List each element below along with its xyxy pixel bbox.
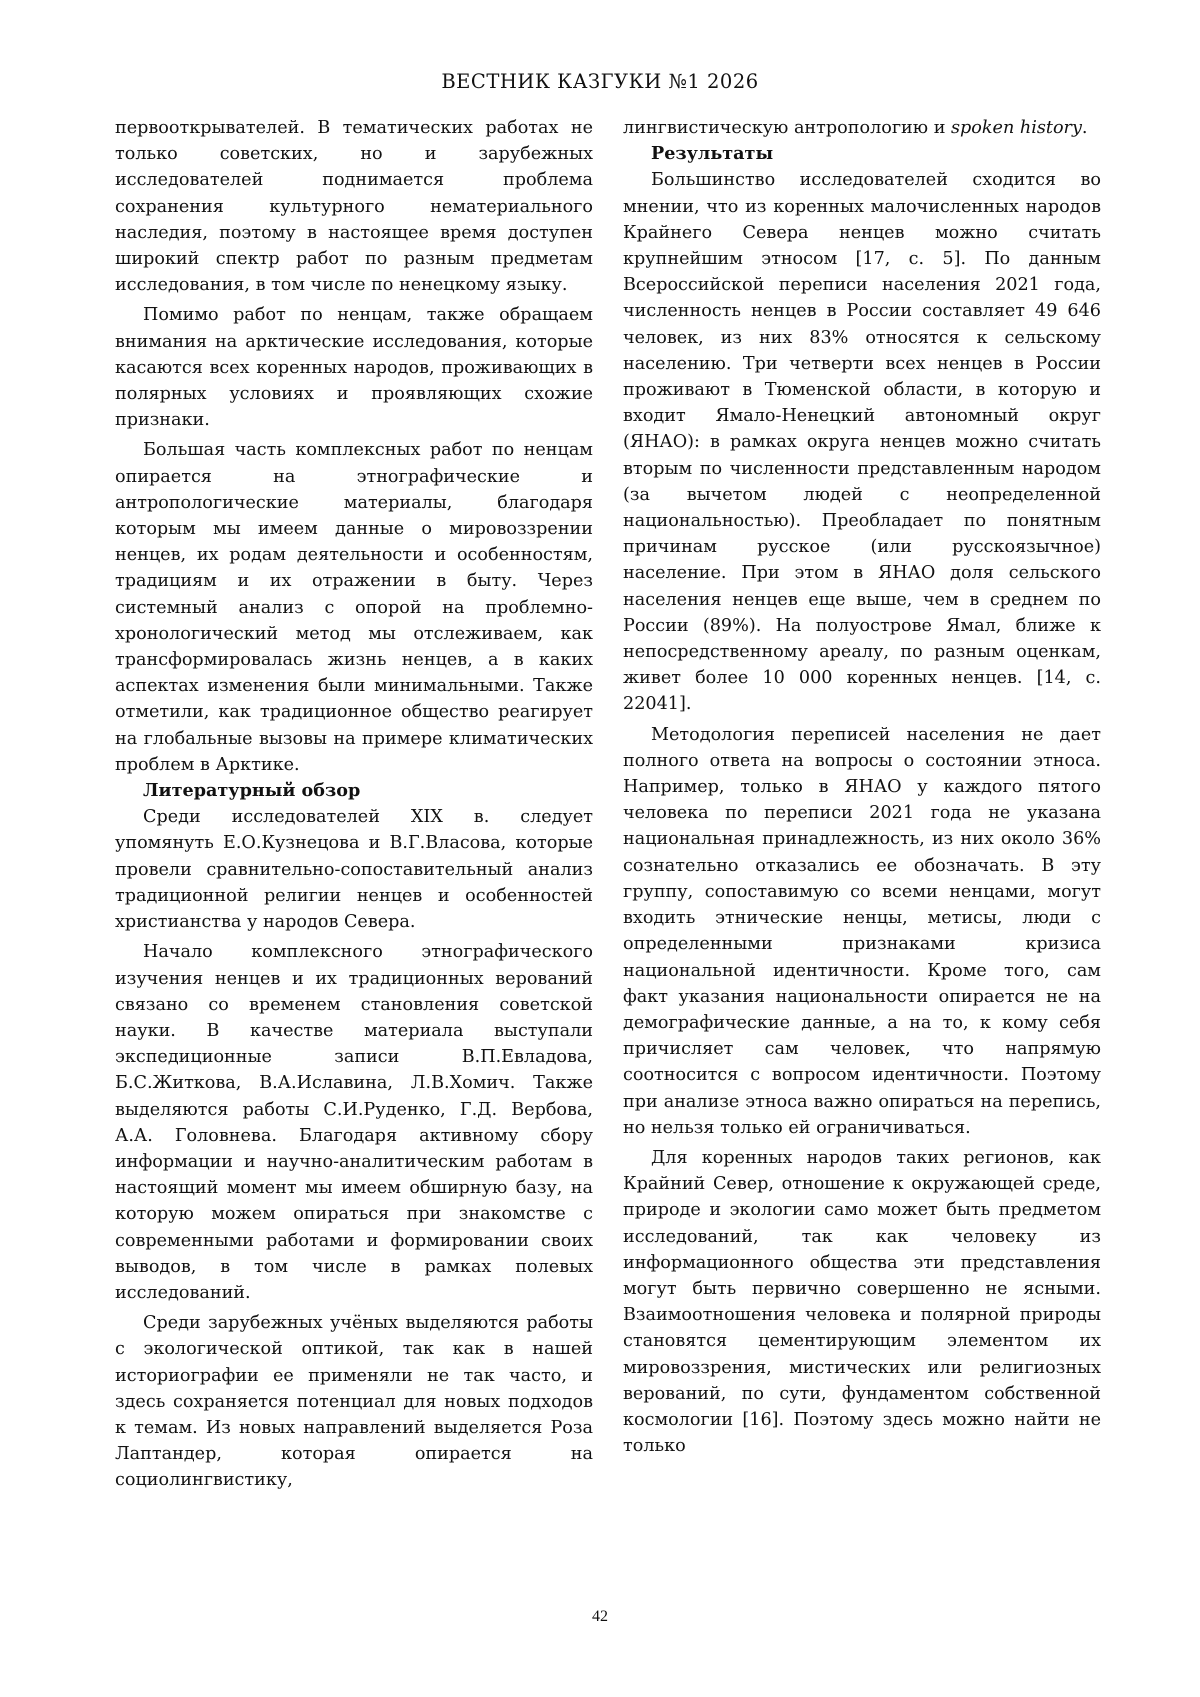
paragraph: первооткрывателей. В тематических работах не только советских, но и зарубежных исследователей поднимается проблема сохранения культурного нематериального наследия, поэтому в настоящее время доступен широкий спектр работ по разным предметам исследования, в том числе по ненецкому языку.	[115, 118, 593, 296]
paragraph: Методология переписей населения не дает полного ответа на вопросы о состоянии этноса. Например, только в ЯНАО у каждого пятого человека по переписи 2021 года не указана национальная принадлежность, из них около 36% сознательно отказались ее обозначать. В эту группу, сопоставимую со всеми ненцами, могут входить этнические ненцы, метисы, люди с определенными признаками кризиса национальной идентичности. Кроме того, сам факт указания национальности опирается не на демографические данные, а на то, к кому себя причисляет сам человек, что напрямую соотносится с вопросом идентичности. Поэтому при анализе этноса важно опираться на перепись, но нельзя только ей ограничиваться.	[623, 724, 1101, 1138]
italic-term: spoken history	[951, 118, 1082, 138]
paragraph: Среди зарубежных учёных выделяются работы с экологической оптикой, так как в нашей историографии ее применяли не так часто, и здесь сохраняется потенциал для новых подходов к темам. Из новых направлений выделяется Роза Лаптандер, которая опирается на социолингвистику,	[115, 1313, 593, 1491]
text-run: .	[1081, 118, 1088, 138]
section-heading-results: Результаты	[651, 143, 774, 165]
text-run: лингвистическую антропологию и	[623, 118, 952, 138]
paragraph: Большая часть комплексных работ по ненцам опирается на этнографические и антропологические материалы, благодаря которым мы имеем данные о мировоззрении ненцев, их родам деятельности и особенностям, традициям и их отражении в быту. Через системный анализ с опорой на проблемно-хронологический метод мы отслеживаем, как трансформировалась жизнь ненцев, а в каких аспектах изменения были минимальными. Также отметили, как традиционное общество реагирует на глобальные вызовы на примере климатических проблем в Арктике.	[115, 440, 593, 775]
paragraph: Среди исследователей XIX в. следует упомянуть Е.О.Кузнецова и В.Г.Власова, которые провели сравнительно-сопоставительный анализ традиционной религии ненцев и особенностей христианства у народов Севера.	[115, 807, 593, 933]
section-heading-literature: Литературный обзор	[143, 780, 361, 802]
right-column	[623, 115, 1101, 1459]
paragraph: Для коренных народов таких регионов, как Крайний Север, отношение к окружающей среде, природе и экологии само может быть предметом исследований, так как человеку из информационного общества эти представления могут быть первично совершенно не ясными. Взаимоотношения человека и полярной природы становятся цементирующим элементом их мировоззрения, мистических или религиозных верований, по сути, фундаментом собственной космологии [16]. Поэтому здесь можно найти не только	[623, 1147, 1101, 1457]
paragraph-continuation	[623, 115, 1101, 141]
paragraph: Начало комплексного этнографического изучения ненцев и их традиционных верований связано со временем становления советской науки. В качестве материала выступали экспедиционные записи В.П.Евладова, Б.С.Житкова, В.А.Иславина, Л.В.Хомич. Также выделяются работы С.И.Руденко, Г.Д. Вербова, А.А. Головнева. Благодаря активному сбору информации и научно-аналитическим работам в настоящий момент мы имеем обширную базу, на которую можем опираться при знакомстве с современными работами и формировании своих выводов, в том числе в рамках полевых исследований.	[115, 942, 593, 1303]
journal-header: ВЕСТНИК КАЗГУКИ №1 2026	[441, 70, 759, 93]
page-number: 42	[592, 1608, 608, 1625]
paragraph: Помимо работ по ненцам, также обращаем внимания на арктические исследования, которые касаются всех коренных народов, проживающих в полярных условиях и проявляющих схожие признаки.	[115, 305, 593, 431]
paragraph: Большинство исследователей сходится во мнении, что из коренных малочисленных народов Крайнего Севера ненцев можно считать крупнейшим этносом [17, с. 5]. По данным Всероссийской переписи населения 2021 года, численность ненцев в России составляет 49 646 человек, из них 83% относятся к сельскому населению. Три четверти всех ненцев в России проживают в Тюменской области, в которую и входит Ямало-Ненецкий автономный округ (ЯНАО): в рамках округа ненцев можно считать вторым по численности представленным народом (за вычетом людей с неопределенной национальностью). Преобладает по понятным причинам русское (или русскоязычное) население. При этом в ЯНАО доля сельского населения ненцев еще выше, чем в среднем по России (89%). На полуострове Ямал, ближе к непосредственному ареалу, по разным оценкам, живет более 10 000 коренных ненцев. [14, с. 22041].	[623, 170, 1101, 715]
left-column	[115, 115, 593, 1494]
